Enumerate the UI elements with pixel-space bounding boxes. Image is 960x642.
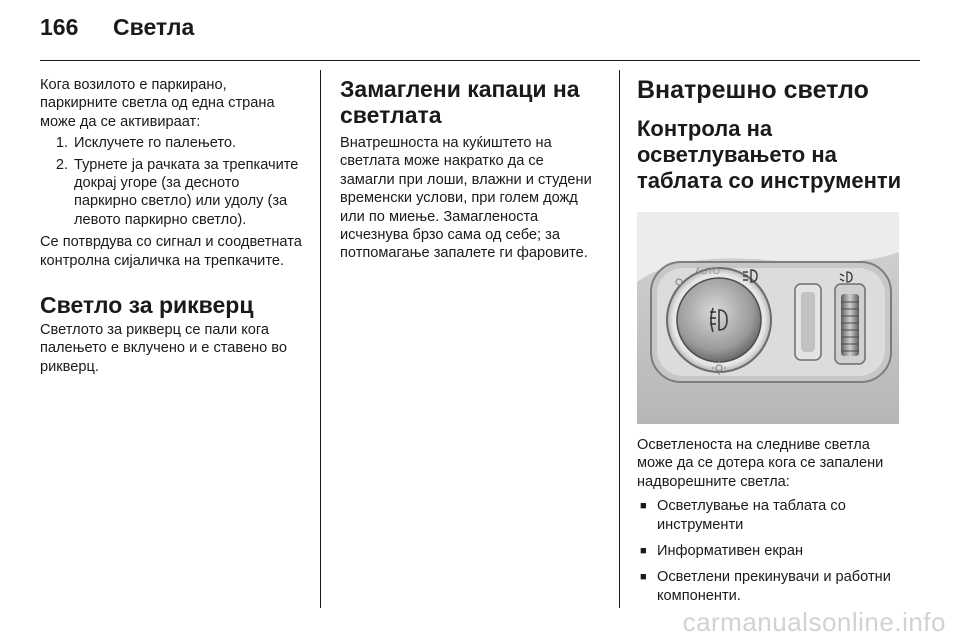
fogged-lights-heading: Замаглени капаци на светлата <box>340 76 580 128</box>
dimmer-subheading: Контрола на осветлувањето на таблата со инструменти <box>637 116 902 193</box>
interior-light-heading: Внатрешно светло <box>637 76 869 104</box>
bullet-square-icon: ■ <box>640 571 647 584</box>
bullet-square-icon: ■ <box>640 545 647 558</box>
parking-confirm: Се потврдува со сигнал и соодветната контролна сијаличка на трепкачите. <box>40 234 302 269</box>
parking-steps <box>40 134 302 229</box>
step-text: Турнете ја рачката за трепкачите докрај угоре (за десното паркирно светло) или удолу (за левото паркирно светло). <box>74 156 299 228</box>
bullet-text: Осветлување на таблата со инструменти <box>657 498 846 533</box>
watermark: carmanualsonline.info <box>682 607 946 637</box>
header-rule <box>40 60 920 61</box>
dimmer-bullets <box>637 497 905 605</box>
page-header <box>40 14 920 54</box>
list-item <box>637 497 905 534</box>
list-item <box>40 134 302 152</box>
step-number: 2. <box>55 156 68 173</box>
step-number: 1. <box>55 135 68 152</box>
bullet-text: Осветлени прекинувачи и работни компоненти. <box>657 569 891 604</box>
list-item <box>637 568 905 605</box>
column-left <box>40 76 302 376</box>
parking-intro: Кога возилото е паркирано, паркирните светла од една страна може да се активираат: <box>40 77 275 130</box>
reverse-light-text: Светлото за рикверц се пали кога палењето е вклучено и е ставено во рикверц. <box>40 322 288 375</box>
auto-label: AUTO <box>695 266 720 276</box>
bullet-square-icon: ■ <box>640 500 647 513</box>
section-title: Светла <box>113 14 195 40</box>
light-switch-photo <box>637 212 899 424</box>
column-right <box>637 76 905 605</box>
bullet-text: Информативен екран <box>657 543 804 560</box>
list-item <box>637 542 905 560</box>
reverse-light-heading: Светло за рикверц <box>40 292 254 319</box>
column-middle <box>340 76 602 263</box>
fogged-lights-text: Внатрешноста на куќиштето на светлата може накратко да се замагли при лоши, влажни и студени временски услови, при голем дожд или по миење. Замагленоста исчезнува брзо сама од себе; за потпомагање запалете ги фаровите. <box>340 135 592 262</box>
dimmer-intro: Осветленоста на следниве светла може да се дотера кога се запалени надворешните светла: <box>637 437 884 490</box>
step-text: Исклучете го палењето. <box>74 135 237 152</box>
column-divider-2 <box>619 70 620 608</box>
list-item <box>40 156 302 230</box>
column-divider-1 <box>320 70 321 608</box>
page-number: 166 <box>40 14 79 40</box>
